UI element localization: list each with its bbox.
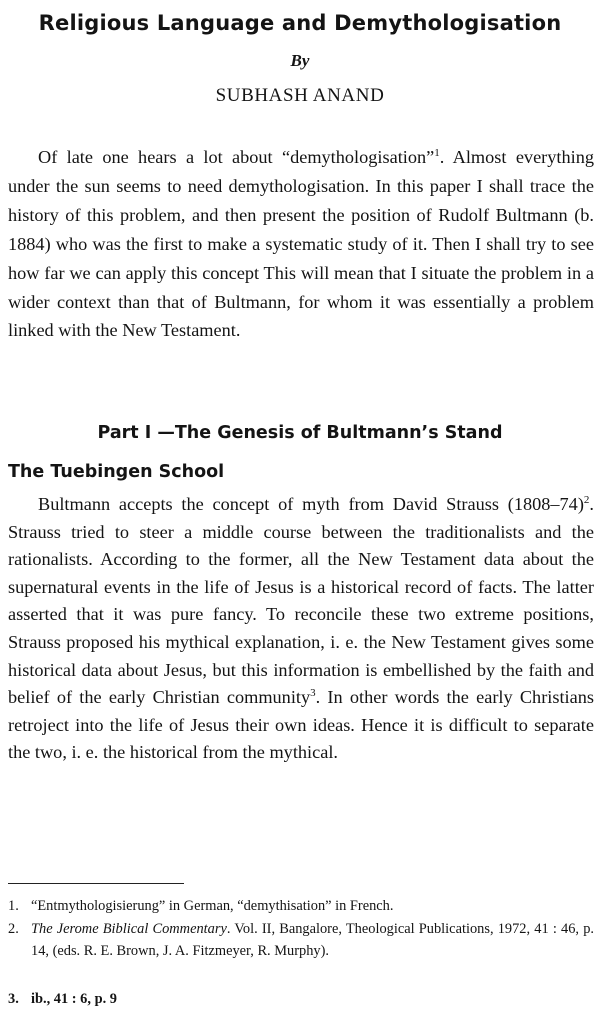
footnote-2 bbox=[8, 918, 594, 962]
tuebingen-text-start: Bultmann accepts the concept of myth from David Strauss (1808–74) bbox=[38, 494, 584, 514]
footnote-ref-1[interactable]: 1 bbox=[434, 146, 440, 159]
footnote-ref-2[interactable]: 2 bbox=[583, 493, 590, 506]
byline-by: By bbox=[290, 51, 310, 70]
footnote-1 bbox=[8, 895, 594, 917]
author-name: SUBHASH ANAND bbox=[215, 85, 385, 106]
footnote-work-title: The Jerome Biblical Commentary bbox=[31, 921, 227, 937]
intro-text-start: Of late one hears a lot about “demythologisation” bbox=[38, 147, 435, 167]
part-heading: Part I —The Genesis of Bultmann’s Stand bbox=[97, 423, 503, 443]
footnote-3 bbox=[8, 988, 594, 1010]
footnote-number: 1. bbox=[8, 898, 19, 914]
intro-paragraph bbox=[8, 143, 594, 345]
footnote-text: “Entmythologisierung” in German, “demythisation” in French. bbox=[31, 898, 394, 914]
footnote-divider bbox=[8, 883, 184, 884]
footnote-ref-3[interactable]: 3 bbox=[310, 687, 316, 700]
article-title: Religious Language and Demythologisation bbox=[38, 11, 562, 35]
footnote-text: ib., 41 : 6, p. 9 bbox=[31, 991, 117, 1007]
footnote-number: 3. bbox=[8, 991, 19, 1007]
intro-text-rest: . Almost everything under the sun seems to need demythologisation. In this paper I shall trace the history of this problem, and then present the position of Rudolf Bultmann (b. 1884) who was the first to make a systematic study of it. Then I shall try to see how far we can apply this concept This will mean that I situate the problem in a wider context than that of Bultmann, for whom it was essentially a problem linked with the New Testament. bbox=[8, 147, 594, 341]
tuebingen-paragraph bbox=[8, 491, 594, 767]
tuebingen-text-middle: . Strauss tried to steer a middle course between the traditionalists and the rationalists. According to the former, all the New Testament data about the supernatural events in the life of Jesus is a historical record of facts. The latter asserted that it was pure fancy. To reconcile these two extreme positions, Strauss proposed his mythical explanation, i. e. the New Testament gives some historical data about Jesus, but this information is embellished by the faith and belief of the early Christian community bbox=[8, 494, 594, 708]
tuebingen-text-end: . In other words the early Christians retroject into the life of Jesus their own ideas. Hence it is difficult to separate the two, i. e. the historical from the mythical. bbox=[8, 687, 595, 763]
section-heading: The Tuebingen School bbox=[8, 462, 225, 482]
footnote-text: . Vol. II, Bangalore, Theological Publications, 1972, 41 : 46, p. 14, (eds. R. E. Brown, J. A. Fitzmeyer, R. Murphy). bbox=[31, 921, 594, 959]
footnote-number: 2. bbox=[8, 921, 19, 937]
